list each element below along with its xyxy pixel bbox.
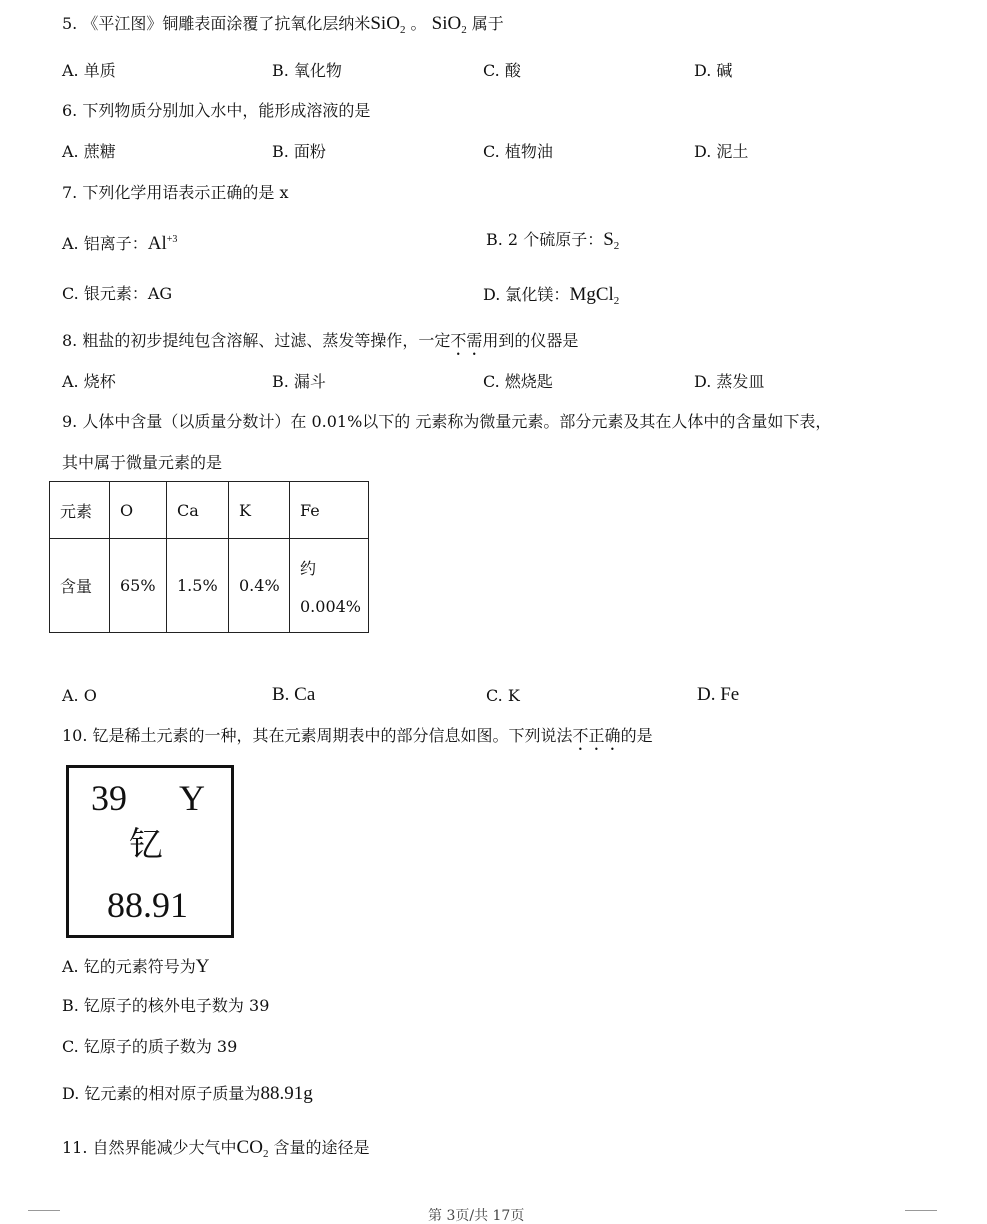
q9-option-c[interactable]: C. K	[486, 686, 520, 705]
q10-option-b[interactable]: B. 钇原子的核外电子数为 39	[62, 996, 270, 1015]
q7-stem: 7. 下列化学用语表示正确的是 x	[62, 183, 289, 202]
page-number: 第 3页/共 17页	[428, 1208, 525, 1224]
q9-option-d[interactable]: D. Fe	[697, 684, 740, 705]
table-row	[50, 482, 369, 539]
q5-option-c[interactable]: C. 酸	[483, 61, 521, 80]
atomic-number: 39	[91, 778, 127, 818]
q5-option-d[interactable]: D. 碱	[694, 61, 733, 80]
q8-option-c[interactable]: C. 燃烧匙	[483, 372, 553, 391]
q5-stem: 5. 《平江图》铜雕表面涂覆了抗氧化层纳米SiO$_2$ 。 SiO$_2$ 属于	[62, 13, 504, 36]
q9-stem-line2: 其中属于微量元素的是	[62, 453, 223, 472]
q6-option-d[interactable]: D. 泥土	[694, 142, 749, 161]
table-cell: 含量	[50, 539, 110, 633]
table-cell: 65%	[110, 539, 167, 633]
q6-option-a[interactable]: A. 蔗糖	[62, 142, 116, 161]
q7-option-b[interactable]: B. 2 个硫原子：$S_2$	[486, 229, 620, 252]
table-cell: O	[110, 482, 167, 539]
atomic-mass: 88.91	[107, 885, 188, 925]
q11-stem: 11. 自然界能减少大气中$CO_2$ 含量的途径是	[62, 1137, 370, 1160]
q6-stem: 6. 下列物质分别加入水中，能形成溶液的是	[62, 101, 371, 120]
q10-stem: 10. 钇是稀土元素的一种，其在元素周期表中的部分信息如图。下列说法不正确的是	[62, 726, 653, 745]
q6-option-b[interactable]: B. 面粉	[272, 142, 326, 161]
q7-option-a[interactable]: A. 铝离子：$Al^{+3}$	[62, 233, 178, 254]
q9-option-b[interactable]: B. Ca	[272, 684, 316, 705]
q7-option-d[interactable]: D. 氯化镁：MgCl$_2$	[483, 284, 620, 307]
element-name: 钇	[129, 825, 163, 865]
table-cell: 元素	[50, 482, 110, 539]
q8-option-b[interactable]: B. 漏斗	[272, 372, 326, 391]
q6-option-c[interactable]: C. 植物油	[483, 142, 553, 161]
q8-option-d[interactable]: D. 蒸发皿	[694, 372, 765, 391]
table-cell: Fe	[290, 482, 369, 539]
q9-option-a[interactable]: A. O	[62, 686, 97, 705]
element-card-yttrium	[66, 765, 234, 938]
q10-option-c[interactable]: C. 钇原子的质子数为 39	[62, 1037, 238, 1056]
element-content-table	[49, 481, 369, 633]
q5-option-a[interactable]: A. 单质	[62, 61, 116, 80]
table-cell: 0.4%	[229, 539, 290, 633]
q7-option-c[interactable]: C. 银元素：AG	[62, 284, 173, 303]
table-row	[50, 539, 369, 633]
table-cell: 1.5%	[167, 539, 229, 633]
q10-option-d[interactable]: D. 钇元素的相对原子质量为88.91g	[62, 1083, 313, 1104]
fe-value-line1: 约	[300, 558, 317, 578]
q10-option-a[interactable]: A. 钇的元素符号为Y	[62, 956, 210, 977]
table-cell	[290, 539, 369, 633]
q8-option-a[interactable]: A. 烧杯	[62, 372, 116, 391]
q9-stem-line1: 9. 人体中含量（以质量分数计）在 0.01%以下的 元素称为微量元素。部分元素及其在人体中的含量如下表，	[62, 412, 832, 431]
table-cell: Ca	[167, 482, 229, 539]
q5-option-b[interactable]: B. 氧化物	[272, 61, 342, 80]
element-symbol: Y	[179, 778, 205, 818]
table-cell: K	[229, 482, 290, 539]
fe-value-line2: 0.004%	[300, 596, 362, 616]
q8-stem: 8. 粗盐的初步提纯包含溶解、过滤、蒸发等操作，一定不需用到的仪器是	[62, 331, 579, 350]
